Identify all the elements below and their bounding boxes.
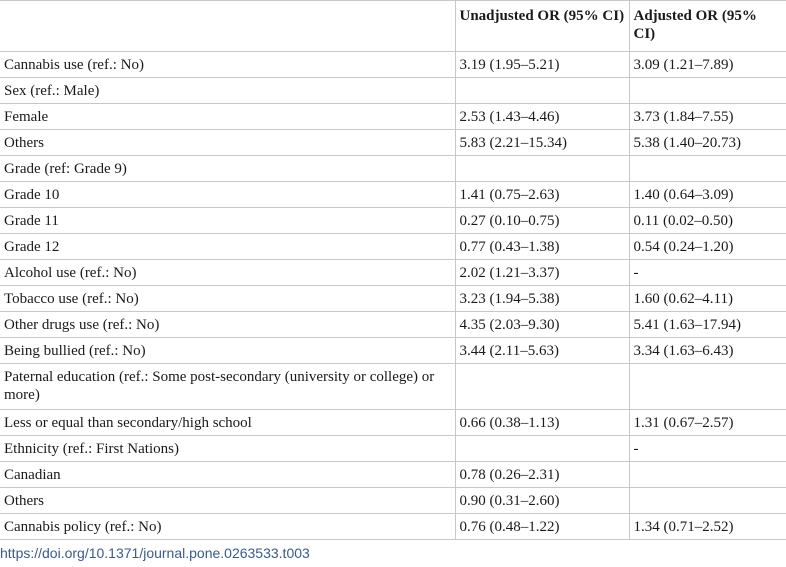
- table-row: [0, 104, 786, 130]
- table-row: [0, 286, 786, 312]
- table-row: [0, 78, 786, 104]
- adjusted-or-cell: [629, 462, 786, 488]
- header-unadjusted-or: Unadjusted OR (95% CI): [455, 1, 629, 52]
- unadjusted-or-cell: 3.19 (1.95–5.21): [455, 52, 629, 78]
- adjusted-or-cell: 3.73 (1.84–7.55): [629, 104, 786, 130]
- row-label: Alcohol use (ref.: No): [0, 260, 455, 286]
- row-label: Other drugs use (ref.: No): [0, 312, 455, 338]
- table-row: [0, 462, 786, 488]
- table-row: [0, 488, 786, 514]
- adjusted-or-cell: 1.40 (0.64–3.09): [629, 182, 786, 208]
- unadjusted-or-cell: 0.78 (0.26–2.31): [455, 462, 629, 488]
- table-row: [0, 436, 786, 462]
- adjusted-or-cell: 1.34 (0.71–2.52): [629, 514, 786, 540]
- table-row: [0, 364, 786, 410]
- adjusted-or-cell: 0.54 (0.24–1.20): [629, 234, 786, 260]
- adjusted-or-cell: [629, 78, 786, 104]
- adjusted-or-cell: [629, 156, 786, 182]
- unadjusted-or-cell: 0.76 (0.48–1.22): [455, 514, 629, 540]
- row-label: Less or equal than secondary/high school: [0, 410, 455, 436]
- row-label: Canadian: [0, 462, 455, 488]
- unadjusted-or-cell: 5.83 (2.21–15.34): [455, 130, 629, 156]
- table-row: [0, 312, 786, 338]
- table-row: [0, 234, 786, 260]
- adjusted-or-cell: [629, 364, 786, 410]
- unadjusted-or-cell: [455, 436, 629, 462]
- table-row: [0, 208, 786, 234]
- row-label: Tobacco use (ref.: No): [0, 286, 455, 312]
- header-adjusted-or: Adjusted OR (95% CI): [629, 1, 786, 52]
- adjusted-or-cell: 5.41 (1.63–17.94): [629, 312, 786, 338]
- unadjusted-or-cell: 3.44 (2.11–5.63): [455, 338, 629, 364]
- doi-link[interactable]: https://doi.org/10.1371/journal.pone.0263533.t003: [0, 545, 310, 561]
- row-label: Others: [0, 130, 455, 156]
- row-label: Grade (ref: Grade 9): [0, 156, 455, 182]
- header-variable: [0, 1, 455, 52]
- adjusted-or-cell: -: [629, 436, 786, 462]
- unadjusted-or-cell: 2.02 (1.21–3.37): [455, 260, 629, 286]
- table-row: [0, 410, 786, 436]
- row-label: Sex (ref.: Male): [0, 78, 455, 104]
- unadjusted-or-cell: [455, 78, 629, 104]
- row-label: Female: [0, 104, 455, 130]
- table-row: [0, 52, 786, 78]
- unadjusted-or-cell: 0.77 (0.43–1.38): [455, 234, 629, 260]
- unadjusted-or-cell: 4.35 (2.03–9.30): [455, 312, 629, 338]
- table-row: [0, 182, 786, 208]
- unadjusted-or-cell: [455, 364, 629, 410]
- unadjusted-or-cell: 0.90 (0.31–2.60): [455, 488, 629, 514]
- table-header-row: [0, 1, 786, 52]
- table-row: [0, 130, 786, 156]
- row-label: Grade 11: [0, 208, 455, 234]
- adjusted-or-cell: [629, 488, 786, 514]
- table-row: [0, 260, 786, 286]
- adjusted-or-cell: 3.09 (1.21–7.89): [629, 52, 786, 78]
- adjusted-or-cell: -: [629, 260, 786, 286]
- row-label: Ethnicity (ref.: First Nations): [0, 436, 455, 462]
- table-row: [0, 514, 786, 540]
- adjusted-or-cell: 1.60 (0.62–4.11): [629, 286, 786, 312]
- adjusted-or-cell: 3.34 (1.63–6.43): [629, 338, 786, 364]
- row-label: Grade 12: [0, 234, 455, 260]
- table-row: [0, 338, 786, 364]
- unadjusted-or-cell: [455, 156, 629, 182]
- adjusted-or-cell: 0.11 (0.02–0.50): [629, 208, 786, 234]
- unadjusted-or-cell: 3.23 (1.94–5.38): [455, 286, 629, 312]
- adjusted-or-cell: 1.31 (0.67–2.57): [629, 410, 786, 436]
- row-label: Cannabis policy (ref.: No): [0, 514, 455, 540]
- adjusted-or-cell: 5.38 (1.40–20.73): [629, 130, 786, 156]
- row-label: Cannabis use (ref.: No): [0, 52, 455, 78]
- table-row: [0, 156, 786, 182]
- unadjusted-or-cell: 1.41 (0.75–2.63): [455, 182, 629, 208]
- row-label: Paternal education (ref.: Some post-secondary (university or college) or more): [0, 364, 455, 410]
- row-label: Grade 10: [0, 182, 455, 208]
- unadjusted-or-cell: 2.53 (1.43–4.46): [455, 104, 629, 130]
- row-label: Being bullied (ref.: No): [0, 338, 455, 364]
- unadjusted-or-cell: 0.66 (0.38–1.13): [455, 410, 629, 436]
- unadjusted-or-cell: 0.27 (0.10–0.75): [455, 208, 629, 234]
- row-label: Others: [0, 488, 455, 514]
